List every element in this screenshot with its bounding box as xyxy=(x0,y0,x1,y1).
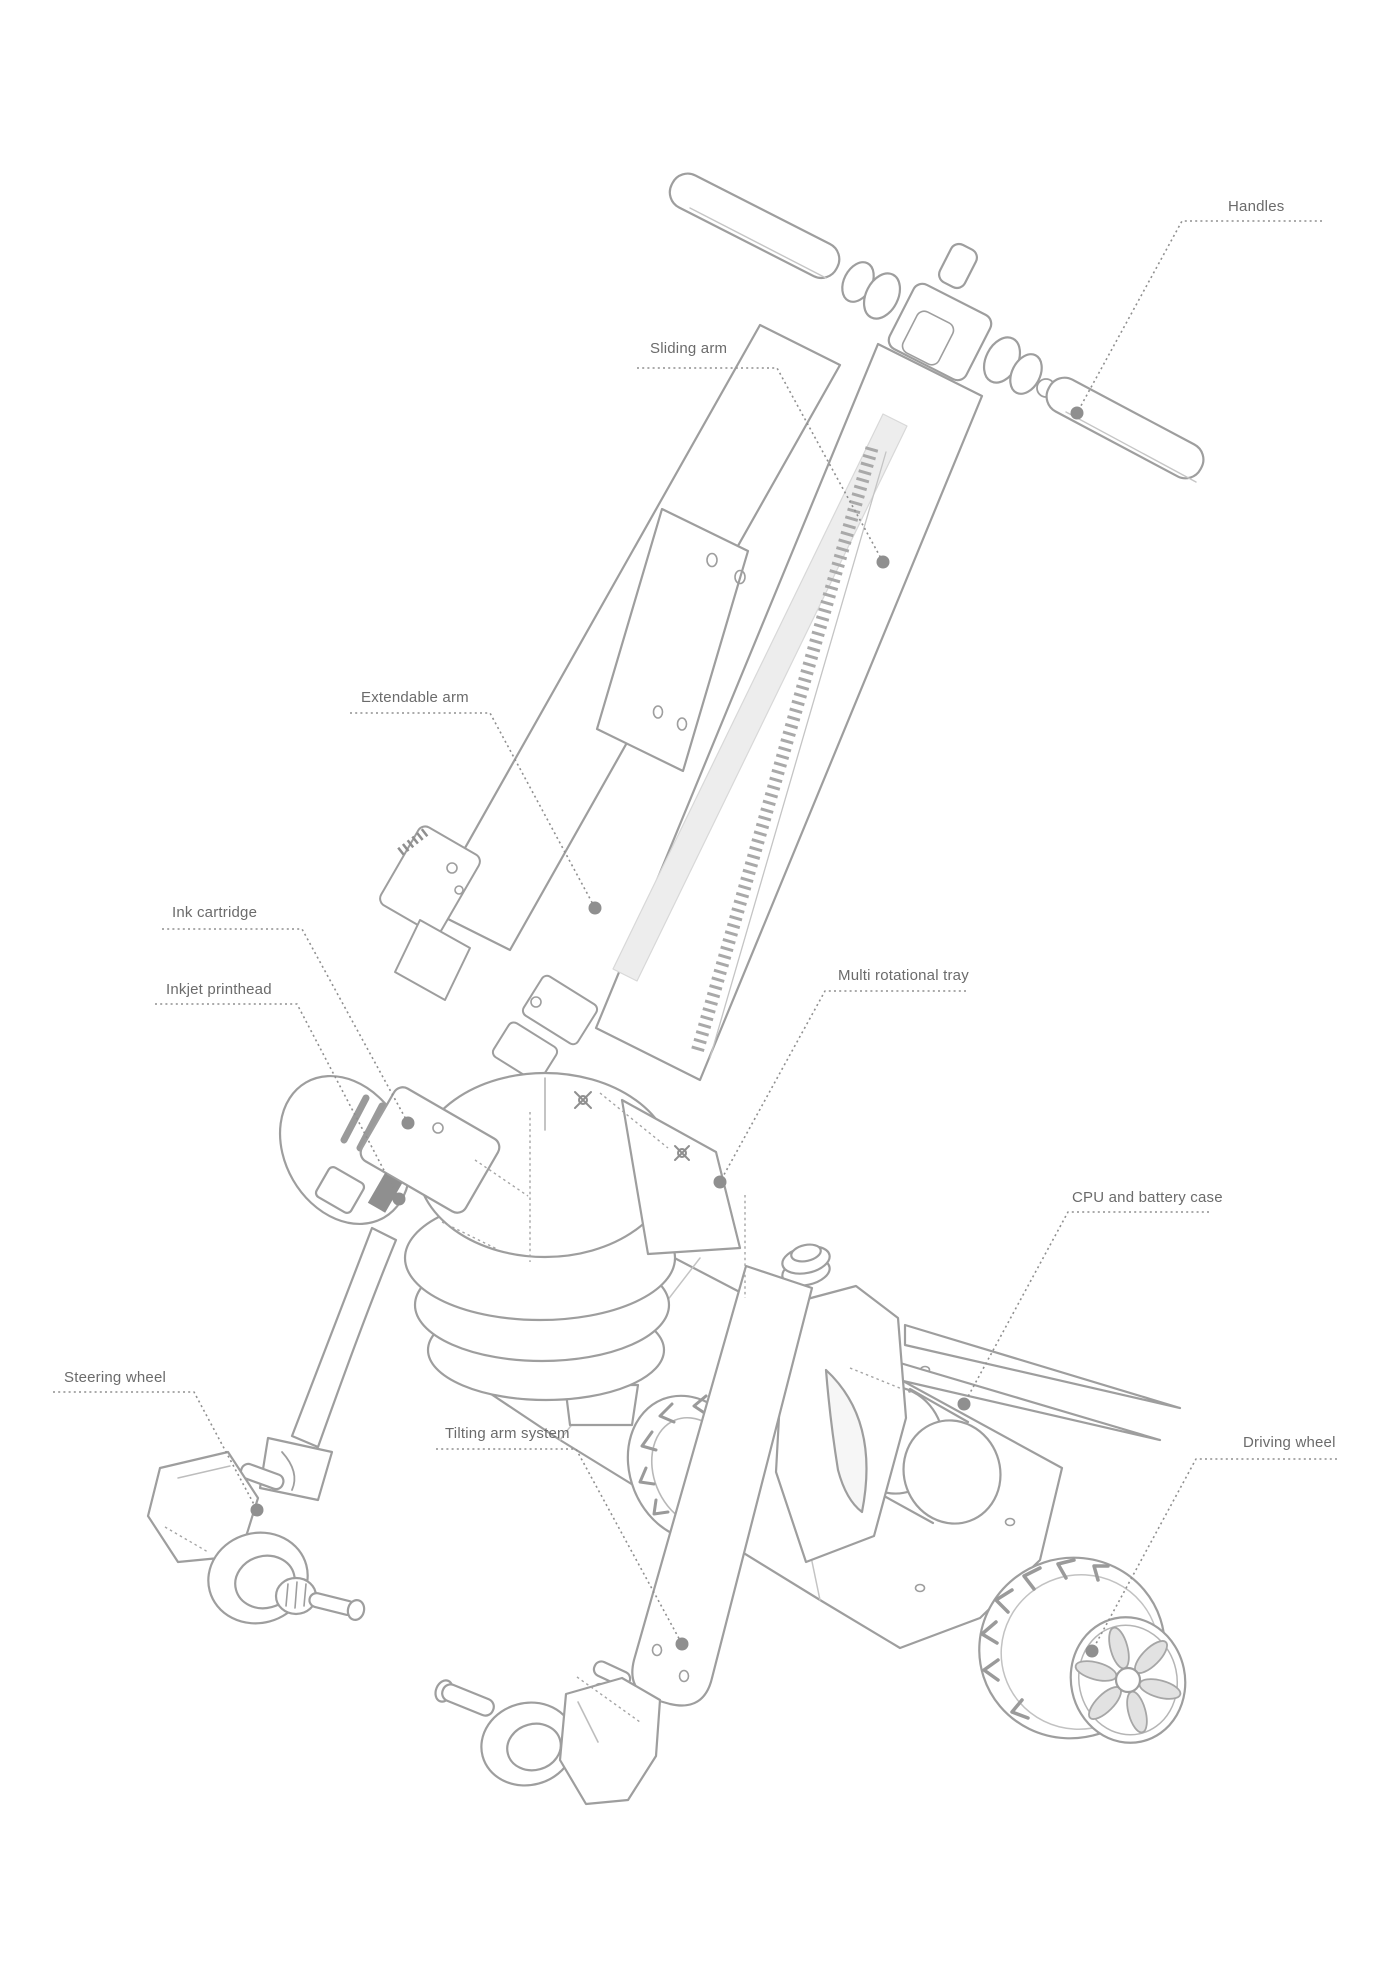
label-handles: Handles xyxy=(1228,198,1285,215)
label-sliding-arm: Sliding arm xyxy=(650,340,728,357)
label-multi-rotational-tray: Multi rotational tray xyxy=(838,967,969,984)
label-driving-wheel: Driving wheel xyxy=(1243,1434,1336,1451)
leader-multi-rotational-tray xyxy=(720,991,966,1182)
leader-cpu-and-battery-case xyxy=(964,1212,1209,1404)
caster-assembly xyxy=(432,1659,660,1804)
left-handle-grip xyxy=(664,168,845,284)
label-extendable-arm: Extendable arm xyxy=(361,689,469,706)
label-steering-wheel: Steering wheel xyxy=(64,1369,167,1386)
right-handle-grip xyxy=(1041,372,1210,485)
label-ink-cartridge: Ink cartridge xyxy=(172,904,258,921)
leader-handles xyxy=(1077,221,1322,413)
label-inkjet-printhead: Inkjet printhead xyxy=(166,981,272,998)
steering-wheel-assembly xyxy=(148,1228,396,1634)
label-tilting-arm-system: Tilting arm system xyxy=(445,1425,570,1442)
label-cpu-and-battery-case: CPU and battery case xyxy=(1072,1189,1223,1206)
